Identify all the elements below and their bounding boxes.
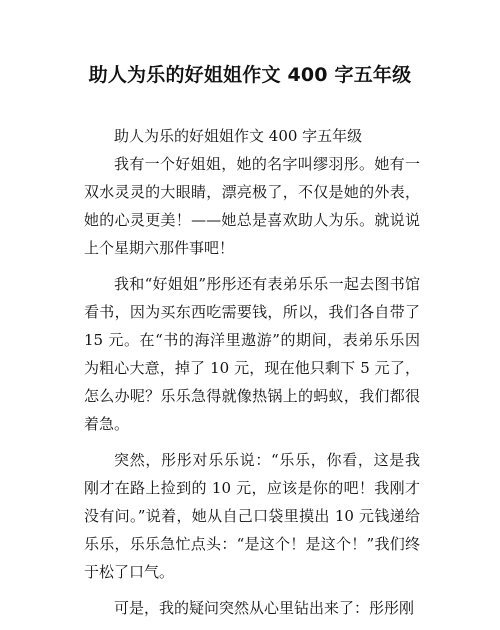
document-subtitle: 助人为乐的好姐姐作文 400 字五年级 [114,127,363,145]
paragraph-3: 突然，彤彤对乐乐说：“乐乐，你看，这是我刚才在路上捡到的 10 元，应该是你的吧！我刚才没有问。”说着，她从自己口袋里摸出 10 元钱递给乐乐，乐乐急忙点头：“是这个！是这个！”我们终于松了口气。 [84,451,420,581]
paragraph-4: 可是，我的疑问突然从心里钻出来了：彤彤刚 [114,599,415,617]
paragraph-2: 我和“好姐姐”彤彤还有表弟乐乐一起去图书馆看书，因为买东西吃需要钱，所以，我们各自带了 15 元。在“书的海洋里遨游”的期间，表弟乐乐因为粗心大意，掉了 10 元，现在他只剩下 5 元了，怎么办呢？乐乐急得就像热锅上的蚂蚁，我们都很着急。 [84,275,420,433]
document-title: 助人为乐的好姐姐作文 400 字五年级 [88,64,412,86]
paragraph-1: 我有一个好姐姐，她的名字叫缪羽彤。她有一双水灵灵的大眼睛，漂亮极了，不仅是她的外表，她的心灵更美！——她总是喜欢助人为乐。就说说上个星期六那件事吧！ [84,155,420,257]
document-body [84,122,420,630]
